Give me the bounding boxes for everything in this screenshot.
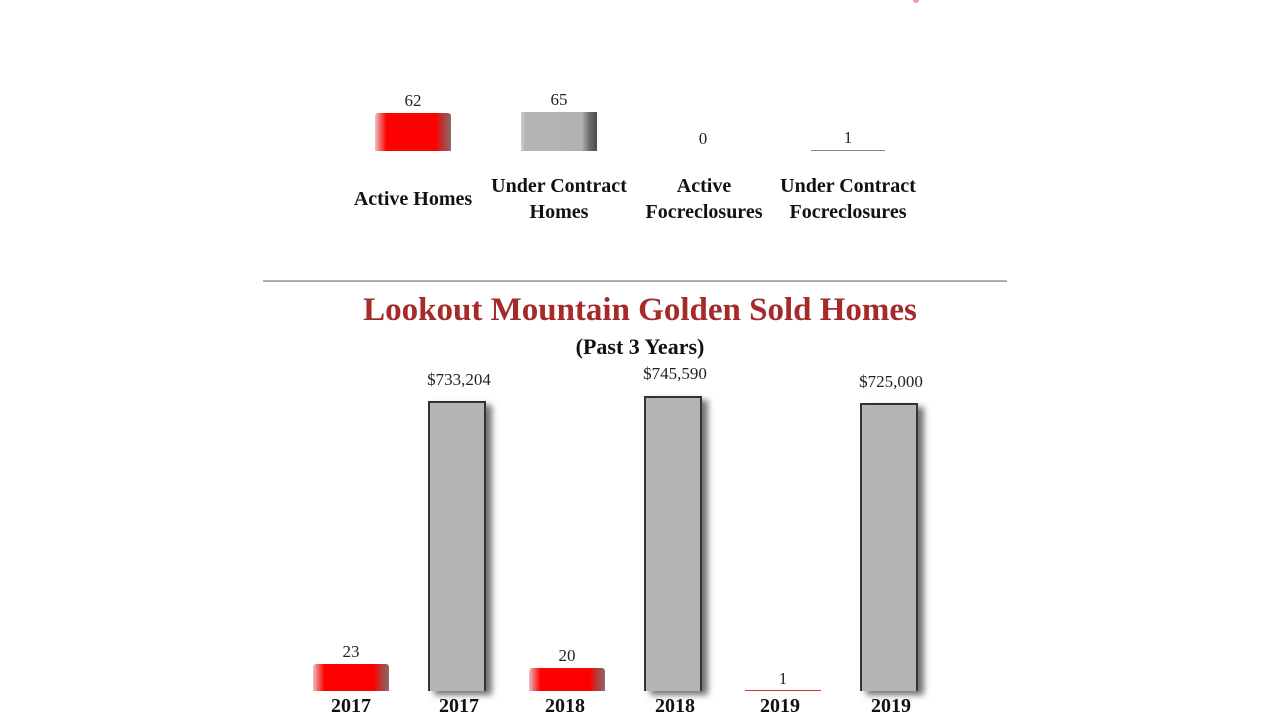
label-under-contract-homes: Under Contract Homes bbox=[491, 175, 627, 223]
year-label-2019-sold: 2019 bbox=[760, 695, 800, 717]
bar-2018-sold bbox=[529, 668, 605, 691]
value-2019-price: $725,000 bbox=[859, 372, 923, 391]
year-label-2017-price: 2017 bbox=[439, 695, 479, 717]
label-under-contract-foreclosures: Under Contract Focreclosures bbox=[780, 175, 916, 223]
label-active-homes: Active Homes bbox=[353, 188, 473, 210]
section-divider bbox=[263, 280, 1007, 282]
year-label-2017-sold: 2017 bbox=[331, 695, 371, 717]
decorative-mark bbox=[913, 0, 919, 3]
value-2017-price: $733,204 bbox=[427, 370, 491, 389]
value-under-contract-homes: 65 bbox=[550, 90, 568, 109]
year-label-2018-sold: 2018 bbox=[545, 695, 585, 717]
value-2018-price: $745,590 bbox=[643, 364, 707, 383]
bar-2019-sold bbox=[745, 690, 821, 691]
label-active-foreclosures: Active Focreclosures bbox=[645, 175, 763, 223]
bar-2017-price bbox=[428, 401, 486, 691]
bar-2018-price bbox=[644, 396, 702, 691]
bar-under-contract-foreclosures bbox=[811, 150, 885, 151]
value-active-homes: 62 bbox=[404, 91, 422, 110]
value-2018-sold: 20 bbox=[558, 646, 576, 665]
chart-title: Lookout Mountain Golden Sold Homes bbox=[363, 292, 917, 328]
value-active-foreclosures: 0 bbox=[698, 129, 708, 148]
year-label-2019-price: 2019 bbox=[871, 695, 911, 717]
bar-active-homes bbox=[375, 113, 451, 151]
value-under-contract-foreclosures: 1 bbox=[843, 128, 853, 147]
value-2019-sold: 1 bbox=[778, 669, 788, 688]
bar-under-contract-homes bbox=[521, 112, 597, 151]
value-2017-sold: 23 bbox=[342, 642, 360, 661]
year-label-2018-price: 2018 bbox=[655, 695, 695, 717]
bar-2019-price bbox=[860, 403, 918, 691]
chart-subtitle: (Past 3 Years) bbox=[575, 334, 705, 359]
bar-2017-sold bbox=[313, 664, 389, 691]
